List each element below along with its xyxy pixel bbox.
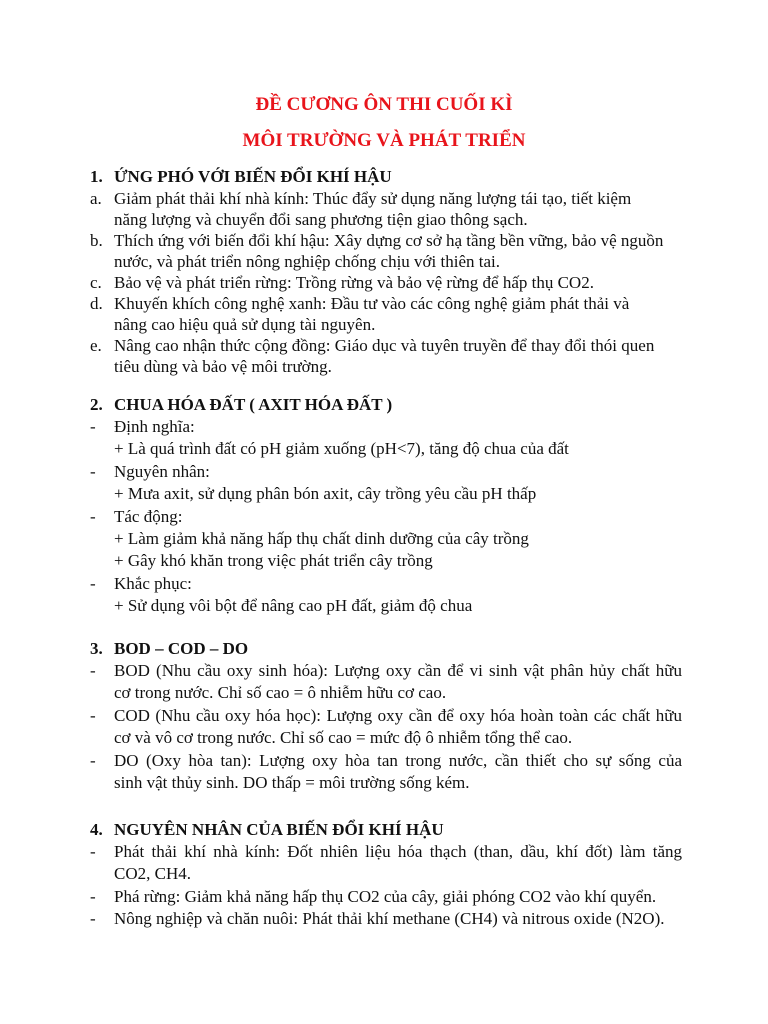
text-line: Tác động:: [114, 506, 183, 526]
section-heading: [90, 166, 682, 188]
list-marker: -: [90, 506, 96, 526]
text-line: DO (Oxy hòa tan): Lượng oxy hòa tan trong nước, cần thiết cho sự sống của: [114, 750, 682, 770]
text-line: Phát thải khí nhà kính: Đốt nhiên liệu hóa thạch (than, dầu, khí đốt) làm tăng: [114, 842, 682, 861]
text-line: Bảo vệ và phát triển rừng: Trồng rừng và bảo vệ rừng để hấp thụ CO2.: [114, 273, 594, 292]
text-line: + Sử dụng vôi bột để nâng cao pH đất, giảm độ chua: [114, 596, 473, 616]
section-number: 1.: [90, 167, 103, 186]
section-4: [90, 819, 682, 931]
list-marker: d.: [90, 294, 103, 313]
list-marker: -: [90, 573, 96, 593]
text-line: Nguyên nhân:: [114, 461, 210, 481]
text-line: Định nghĩa:: [114, 417, 195, 436]
text-line: năng lượng và chuyển đổi sang phương tiện giao thông sạch.: [114, 210, 528, 229]
section-heading-text: ỨNG PHÓ VỚI BIẾN ĐỔI KHÍ HẬU: [114, 167, 392, 186]
section-heading: [90, 638, 682, 660]
list-marker: -: [90, 750, 96, 770]
list-item: [90, 886, 682, 908]
list-marker: -: [90, 417, 96, 436]
section-1: [90, 166, 682, 377]
document-subtitle: MÔI TRƯỜNG VÀ PHÁT TRIỂN: [242, 130, 526, 151]
text-line: + Là quá trình đất có pH giảm xuống (pH<7), tăng độ chua của đất: [114, 439, 569, 459]
text-line: CO2, CH4.: [114, 864, 191, 884]
list-marker: -: [90, 705, 96, 725]
list-marker: e.: [90, 336, 102, 355]
list-marker: -: [90, 886, 96, 906]
list-item: [90, 230, 682, 272]
text-line: tiêu dùng và bảo vệ môi trường.: [114, 357, 332, 376]
section-heading: [90, 394, 682, 416]
list-item: [90, 506, 682, 573]
list-item: [90, 573, 682, 618]
document-title: ĐỀ CƯƠNG ÔN THI CUỐI KÌ: [255, 94, 513, 115]
list-item: [90, 416, 682, 461]
text-line: + Mưa axit, sử dụng phân bón axit, cây trồng yêu cầu pH thấp: [114, 484, 537, 504]
list-item: [90, 660, 682, 705]
list-marker: -: [90, 661, 96, 680]
section-heading: [90, 819, 682, 841]
list-item: [90, 750, 682, 795]
list-item: [90, 461, 682, 506]
list-marker: -: [90, 842, 96, 861]
text-line: Khuyến khích công nghệ xanh: Đầu tư vào các công nghệ giảm phát thải và: [114, 294, 630, 313]
section-heading-text: CHUA HÓA ĐẤT ( AXIT HÓA ĐẤT ): [114, 395, 393, 414]
list-item: [90, 293, 682, 335]
list-marker: b.: [90, 231, 103, 250]
list-item: [90, 188, 682, 230]
section-2: [90, 394, 682, 618]
list-item: [90, 841, 682, 886]
text-line: cơ và vô cơ trong nước. Chỉ số cao = mức độ ô nhiễm tổng thể cao.: [114, 728, 573, 748]
text-line: Phá rừng: Giảm khả năng hấp thụ CO2 của cây, giải phóng CO2 vào khí quyển.: [114, 886, 657, 906]
text-line: + Gây khó khăn trong việc phát triển cây trồng: [114, 551, 433, 571]
text-line: Nâng cao nhận thức cộng đồng: Giáo dục và tuyên truyền để thay đổi thói quen: [114, 336, 655, 355]
section-number: 4.: [90, 820, 103, 839]
text-line: Nông nghiệp và chăn nuôi: Phát thải khí methane (CH4) và nitrous oxide (N2O).: [114, 909, 665, 929]
list-item: [90, 908, 682, 930]
list-marker: c.: [90, 273, 102, 292]
text-line: Thích ứng với biến đổi khí hậu: Xây dựng cơ sở hạ tầng bền vững, bảo vệ nguồn: [114, 231, 664, 250]
text-line: Khắc phục:: [114, 573, 192, 593]
section-number: 3.: [90, 639, 103, 658]
list-marker: -: [90, 461, 96, 481]
text-line: sinh vật thủy sinh. DO thấp = môi trường sống kém.: [114, 772, 470, 792]
text-line: BOD (Nhu cầu oxy sinh hóa): Lượng oxy cần để vi sinh vật phân hủy chất hữu: [114, 661, 682, 680]
list-item: [90, 705, 682, 750]
text-line: Giảm phát thải khí nhà kính: Thúc đẩy sử dụng năng lượng tái tạo, tiết kiệm: [114, 189, 632, 208]
list-item: [90, 335, 682, 377]
text-line: cơ trong nước. Chỉ số cao = ô nhiễm hữu cơ cao.: [114, 683, 447, 703]
list-marker: a.: [90, 189, 102, 208]
section-heading-text: NGUYÊN NHÂN CỦA BIẾN ĐỔI KHÍ HẬU: [114, 820, 444, 839]
text-line: + Làm giảm khả năng hấp thụ chất dinh dưỡng của cây trồng: [114, 528, 529, 548]
list-item: [90, 272, 682, 293]
text-line: COD (Nhu cầu oxy hóa học): Lượng oxy cần để oxy hóa hoàn toàn các chất hữu: [114, 705, 682, 725]
section-number: 2.: [90, 395, 103, 414]
list-marker: -: [90, 909, 96, 929]
section-heading-text: BOD – COD – DO: [114, 639, 249, 658]
section-3: [90, 638, 682, 794]
text-line: nâng cao hiệu quả sử dụng tài nguyên.: [114, 315, 376, 334]
text-line: nước, và phát triển nông nghiệp chống chịu với thiên tai.: [114, 252, 500, 271]
